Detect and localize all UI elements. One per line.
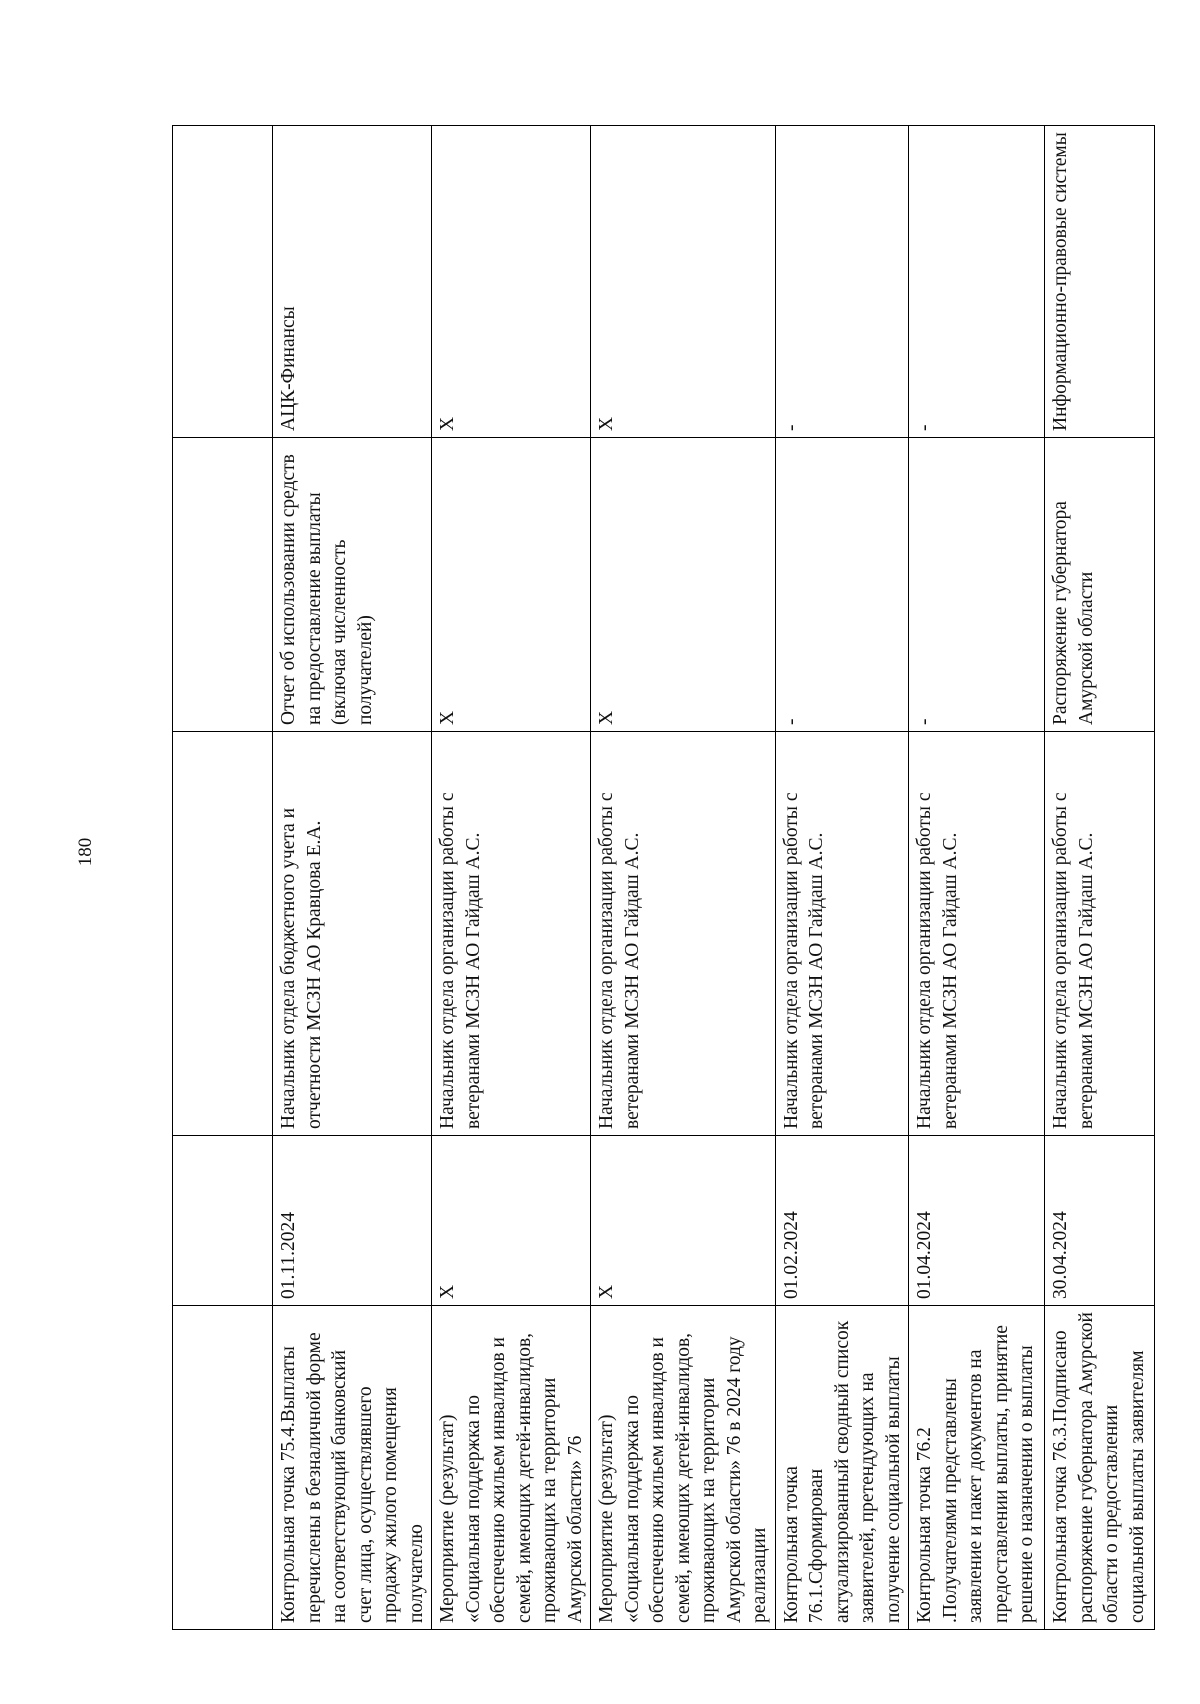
header-cell-document [173, 438, 273, 732]
cell-responsible: Начальник отдела организации работы с ветеранами МСЗН АО Гайдаш А.С. [591, 732, 776, 1136]
cell-system: - [775, 126, 909, 438]
table-row [591, 126, 776, 1630]
rotated-page-content [172, 126, 1148, 1630]
cell-responsible: Начальник отдела организации работы с ветеранами МСЗН АО Гайдаш А.С. [432, 732, 591, 1136]
cell-event: Контрольная точка 76.3.Подписано распоряжение губернатора Амурской области о предоставлении социальной выплаты заявителям [1045, 1306, 1155, 1630]
cell-event: Контрольная точка 76.1.Сформирован актуализированный сводный список заявителей, претендующих на получение социальной выплаты [775, 1306, 909, 1630]
cell-date: Х [591, 1136, 776, 1306]
cell-event: Мероприятие (результат) «Социальная поддержка по обеспечению жильем инвалидов и семей, имеющих детей-инвалидов, проживающих на территории Амурской области» 76 [432, 1306, 591, 1630]
header-cell-responsible [173, 732, 273, 1136]
cell-system: - [909, 126, 1045, 438]
cell-responsible: Начальник отдела организации работы с ветеранами МСЗН АО Гайдаш А.С. [775, 732, 909, 1136]
page-number: 180 [75, 837, 96, 867]
cell-system: АЦК-Финансы [273, 126, 432, 438]
header-cell-date [173, 1136, 273, 1306]
plan-table [172, 125, 1155, 1630]
cell-responsible: Начальник отдела организации работы с ветеранами МСЗН АО Гайдаш А.С. [909, 732, 1045, 1136]
table-row [775, 126, 909, 1630]
table-row [432, 126, 591, 1630]
cell-document: - [909, 438, 1045, 732]
table-row [273, 126, 432, 1630]
cell-system: Х [432, 126, 591, 438]
table-header-row-empty [173, 126, 273, 1630]
cell-event: Мероприятие (результат) «Социальная поддержка по обеспечению жильем инвалидов и семей, имеющих детей-инвалидов, проживающих на территории Амурской области» 76 в 2024 году реализации [591, 1306, 776, 1630]
cell-date: 30.04.2024 [1045, 1136, 1155, 1306]
cell-document: Х [591, 438, 776, 732]
cell-system: Х [591, 126, 776, 438]
cell-responsible: Начальник отдела бюджетного учета и отчетности МСЗН АО Кравцова Е.А. [273, 732, 432, 1136]
cell-system: Информационно-правовые системы [1045, 126, 1155, 438]
cell-date: Х [432, 1136, 591, 1306]
table-row [1045, 126, 1155, 1630]
header-cell-event [173, 1306, 273, 1630]
cell-document: Распоряжение губернатора Амурской области [1045, 438, 1155, 732]
cell-document: Х [432, 438, 591, 732]
cell-event: Контрольная точка 76.2 .Получателями представлены заявление и пакет документов на предоставлении выплаты, принятие решение о назначении о выплаты [909, 1306, 1045, 1630]
cell-document: - [775, 438, 909, 732]
cell-date: 01.02.2024 [775, 1136, 909, 1306]
cell-date: 01.04.2024 [909, 1136, 1045, 1306]
header-cell-system [173, 126, 273, 438]
cell-date: 01.11.2024 [273, 1136, 432, 1306]
cell-responsible: Начальник отдела организации работы с ветеранами МСЗН АО Гайдаш А.С. [1045, 732, 1155, 1136]
cell-event: Контрольная точка 75.4.Выплаты перечислены в безналичной форме на соответствующий банковский счет лица, осуществлявшего продажу жилого помещения получателю [273, 1306, 432, 1630]
cell-document: Отчет об использовании средств на предоставление выплаты (включая численность получателей) [273, 438, 432, 732]
table-row [909, 126, 1045, 1630]
